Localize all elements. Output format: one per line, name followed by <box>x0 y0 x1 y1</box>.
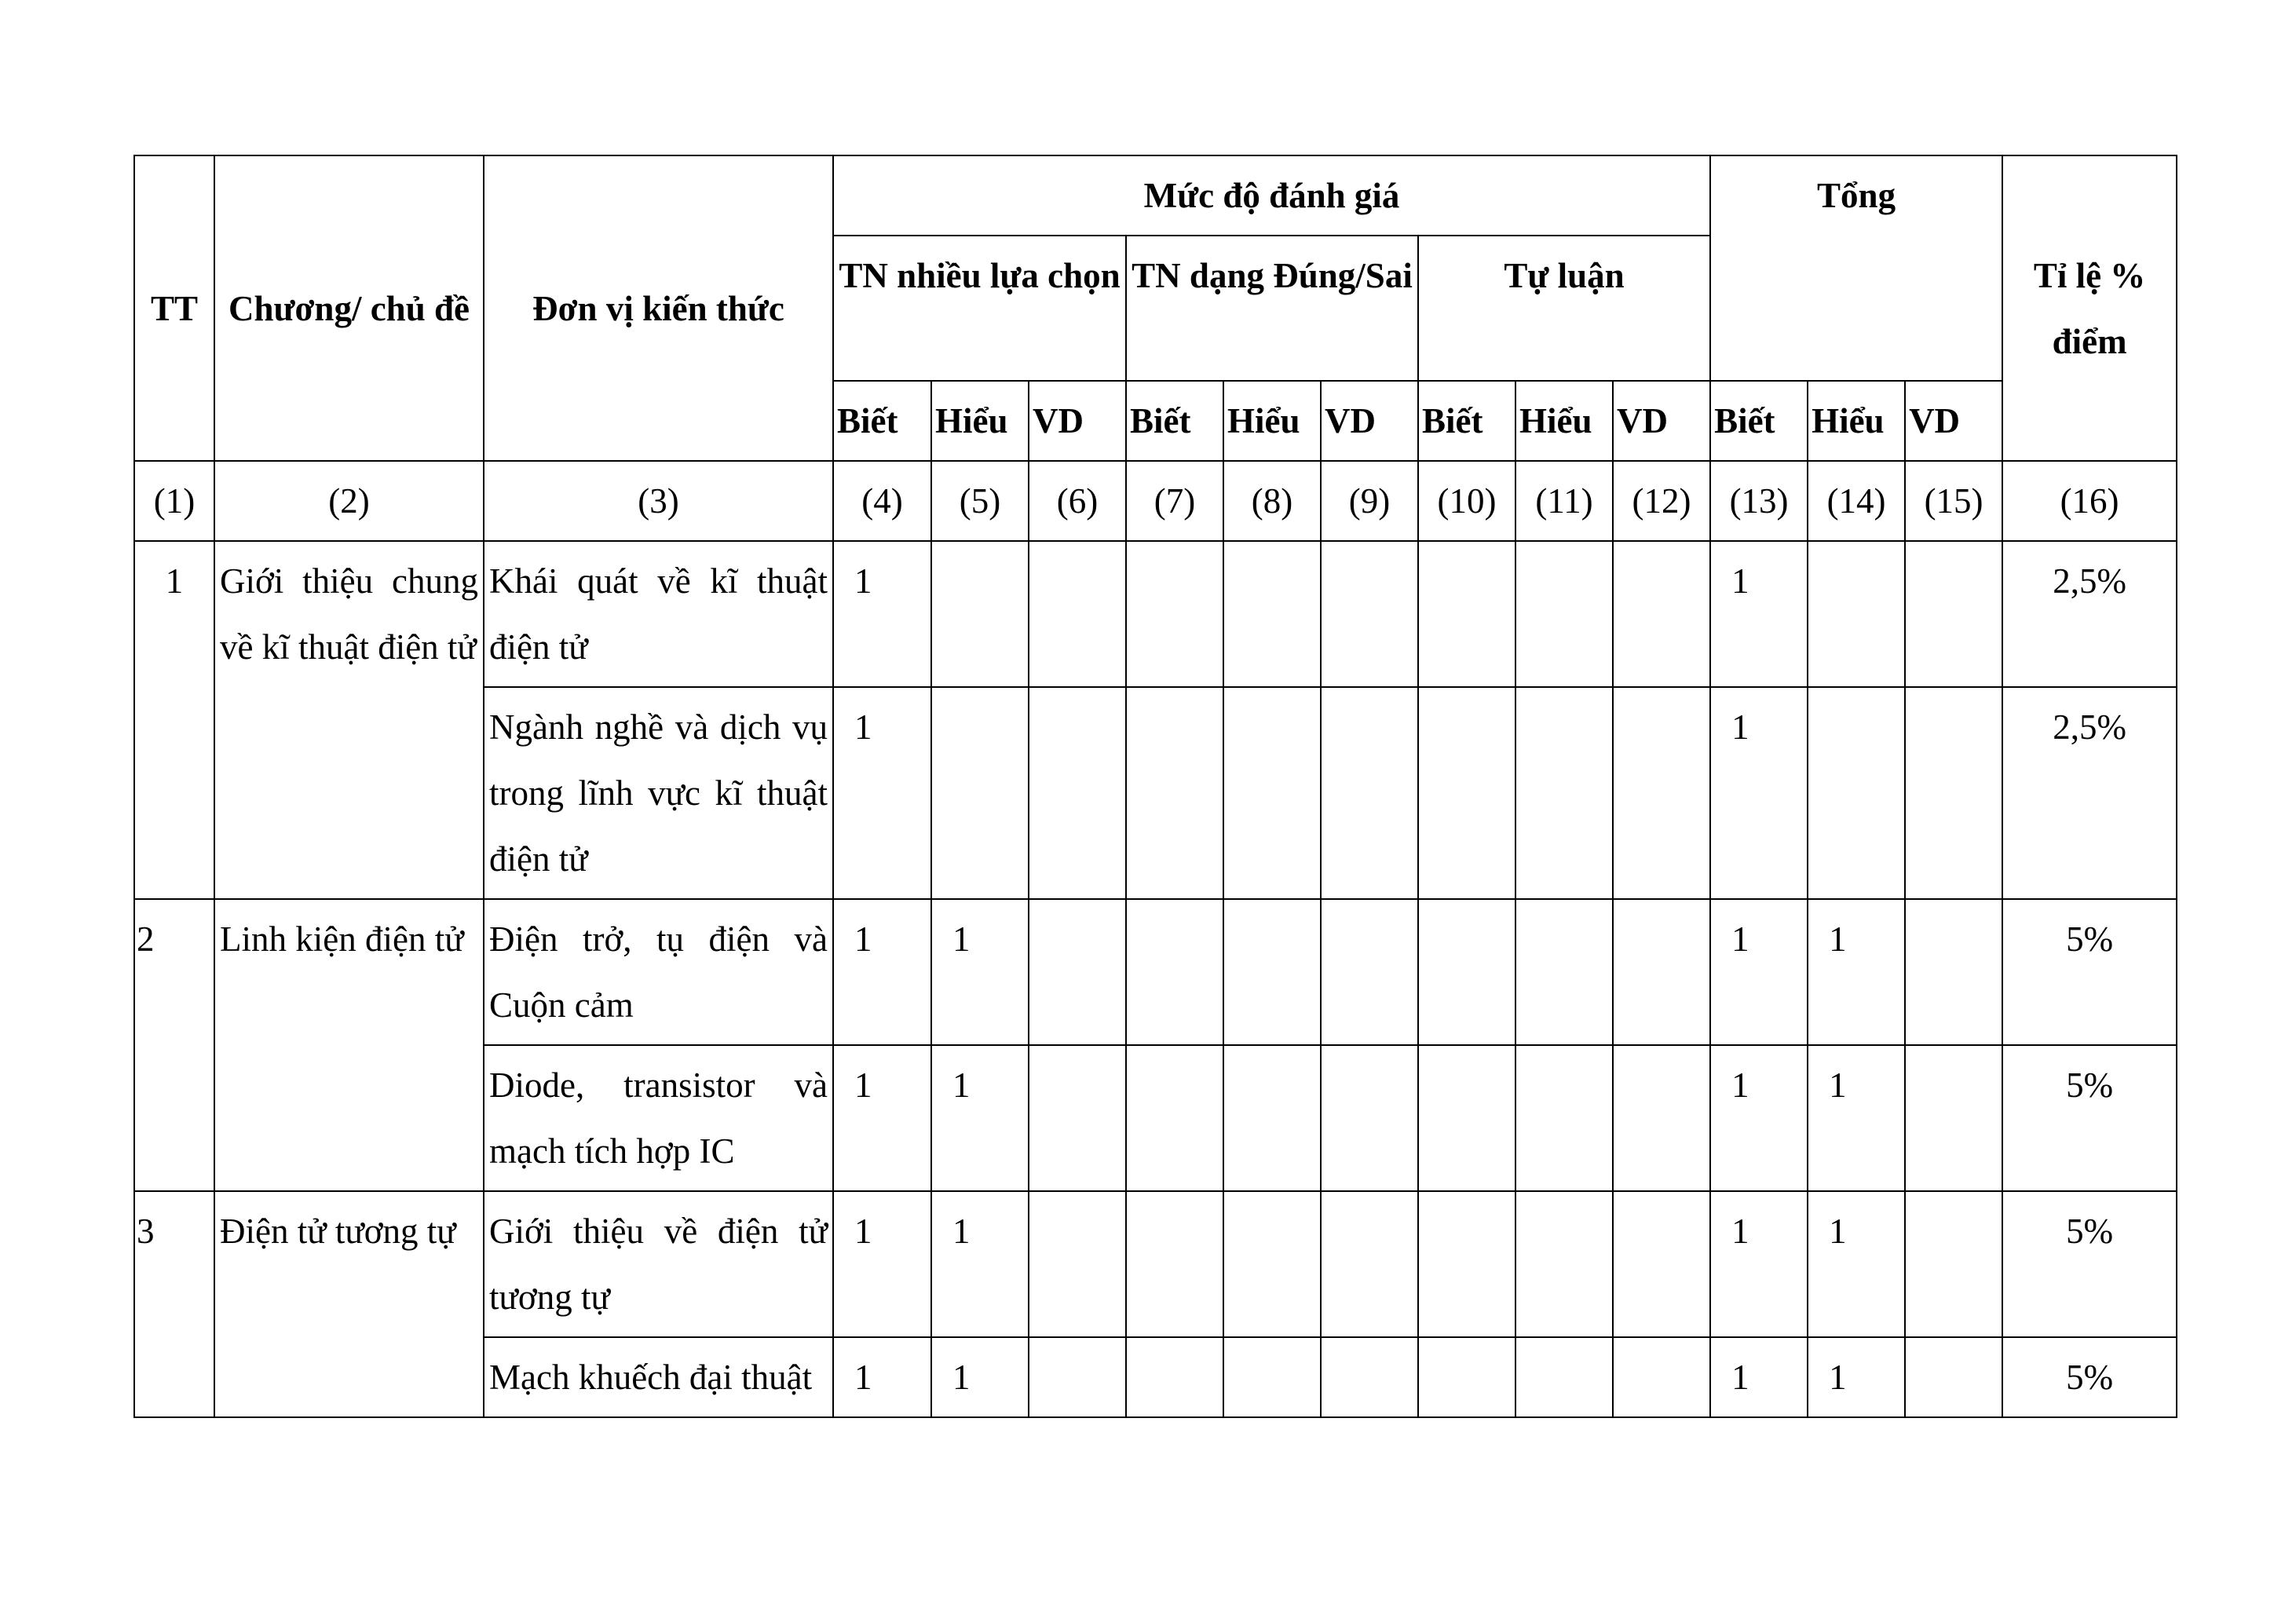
topic-name: Giới thiệu chung về kĩ thuật điện tử <box>214 541 484 899</box>
header-group-true-false: TN dạng Đúng/Sai <box>1126 236 1418 381</box>
count-total-hieu: 1 <box>1808 1045 1905 1191</box>
count-total-biet: 1 <box>1710 541 1808 687</box>
column-index: (11) <box>1515 461 1613 541</box>
count-total-biet: 1 <box>1710 899 1808 1045</box>
score-ratio: 5% <box>2002 1045 2177 1191</box>
column-index: (4) <box>833 461 931 541</box>
column-index: (1) <box>134 461 214 541</box>
column-index: (13) <box>1710 461 1808 541</box>
column-index: (8) <box>1223 461 1321 541</box>
header-sub-level: VD <box>1613 381 1710 461</box>
header-ratio: Tỉ lệ % điểm <box>2002 155 2177 461</box>
header-sub-level: Hiểu <box>1515 381 1613 461</box>
topic-number: 1 <box>134 541 214 899</box>
column-index: (9) <box>1321 461 1418 541</box>
column-index: (12) <box>1613 461 1710 541</box>
header-sub-level: Hiểu <box>1808 381 1905 461</box>
column-index: (16) <box>2002 461 2177 541</box>
topic-name: Linh kiện điện tử <box>214 899 484 1191</box>
count-total-hieu: 1 <box>1808 899 1905 1045</box>
count-total-biet: 1 <box>1710 1191 1808 1337</box>
score-ratio: 5% <box>2002 1337 2177 1417</box>
score-ratio: 5% <box>2002 1191 2177 1337</box>
column-index: (6) <box>1029 461 1126 541</box>
count-total-biet: 1 <box>1710 687 1808 899</box>
table-row <box>134 541 2177 687</box>
count-tn-biet: 1 <box>833 687 931 899</box>
column-index: (2) <box>214 461 484 541</box>
column-index: (15) <box>1905 461 2002 541</box>
header-knowledge-unit: Đơn vị kiến thức <box>484 155 833 461</box>
count-tn-biet: 1 <box>833 541 931 687</box>
header-sub-level: Biết <box>833 381 931 461</box>
header-sub-level: Biết <box>1418 381 1515 461</box>
header-assessment-level: Mức độ đánh giá <box>833 155 1710 236</box>
header-sub-level: VD <box>1321 381 1418 461</box>
count-tn-biet: 1 <box>833 899 931 1045</box>
header-sub-level: Hiểu <box>931 381 1029 461</box>
score-ratio: 2,5% <box>2002 541 2177 687</box>
score-ratio: 2,5% <box>2002 687 2177 899</box>
count-tn-biet: 1 <box>833 1045 931 1191</box>
column-index: (10) <box>1418 461 1515 541</box>
assessment-matrix-table <box>133 155 2177 1418</box>
count-total-biet: 1 <box>1710 1337 1808 1417</box>
header-sub-level: Hiểu <box>1223 381 1321 461</box>
count-tn-biet: 1 <box>833 1191 931 1337</box>
column-index: (3) <box>484 461 833 541</box>
count-total-hieu: 1 <box>1808 1337 1905 1417</box>
count-tn-hieu: 1 <box>931 1191 1029 1337</box>
knowledge-unit: Điện trở, tụ điện và Cuộn cảm <box>484 899 833 1045</box>
header-sub-level: Biết <box>1126 381 1223 461</box>
topic-number: 2 <box>134 899 214 1191</box>
header-sub-level: VD <box>1905 381 2002 461</box>
count-total-hieu: 1 <box>1808 1191 1905 1337</box>
topic-number: 3 <box>134 1191 214 1417</box>
knowledge-unit: Diode, transistor và mạch tích hợp IC <box>484 1045 833 1191</box>
column-index: (7) <box>1126 461 1223 541</box>
count-tn-hieu <box>931 541 1029 687</box>
count-tn-hieu: 1 <box>931 1045 1029 1191</box>
header-total: Tổng <box>1710 155 2002 381</box>
count-tn-biet: 1 <box>833 1337 931 1417</box>
knowledge-unit: Mạch khuếch đại thuật <box>484 1337 833 1417</box>
column-index: (5) <box>931 461 1029 541</box>
knowledge-unit: Khái quát về kĩ thuật điện tử <box>484 541 833 687</box>
table-row <box>134 1191 2177 1337</box>
topic-name: Điện tử tương tự <box>214 1191 484 1417</box>
count-total-hieu <box>1808 687 1905 899</box>
count-tn-hieu: 1 <box>931 899 1029 1045</box>
knowledge-unit: Ngành nghề và dịch vụ trong lĩnh vực kĩ thuật điện tử <box>484 687 833 899</box>
count-total-hieu <box>1808 541 1905 687</box>
header-sub-level: VD <box>1029 381 1126 461</box>
count-tn-hieu <box>931 687 1029 899</box>
header-tt: TT <box>134 155 214 461</box>
knowledge-unit: Giới thiệu về điện tử tương tự <box>484 1191 833 1337</box>
header-group-mcq: TN nhiều lựa chọn <box>833 236 1126 381</box>
count-total-biet: 1 <box>1710 1045 1808 1191</box>
header-sub-level: Biết <box>1710 381 1808 461</box>
header-chapter: Chương/ chủ đề <box>214 155 484 461</box>
count-tn-hieu: 1 <box>931 1337 1029 1417</box>
header-group-essay: Tự luận <box>1418 236 1710 381</box>
column-index: (14) <box>1808 461 1905 541</box>
score-ratio: 5% <box>2002 899 2177 1045</box>
table-row <box>134 899 2177 1045</box>
